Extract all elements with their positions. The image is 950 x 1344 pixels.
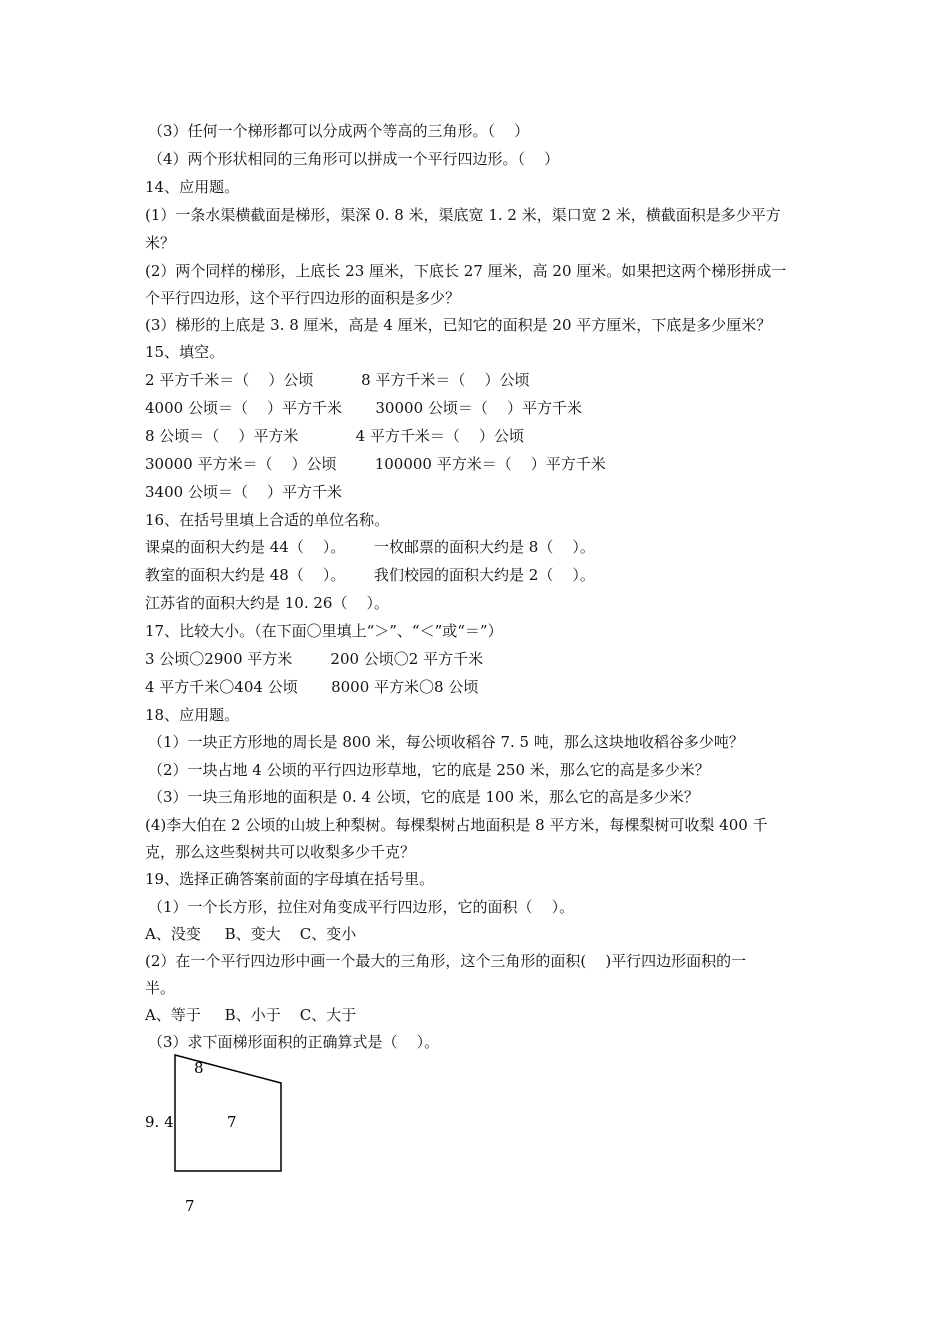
question-19-2: (2）在一个平行四边形中画一个最大的三角形，这个三角形的面积( )平行四边形面积的一 — [145, 952, 747, 970]
question-19-1: （1）一个长方形，拉住对角变成平行四边形，它的面积（ ）。 — [148, 898, 575, 916]
unit-row-1: 课桌的面积大约是 44（ ）。 一枚邮票的面积大约是 8（ ）。 — [145, 538, 595, 556]
inner-label: 7 — [227, 1113, 237, 1131]
unit-row-3: 江苏省的面积大约是 10. 26（ ）。 — [145, 594, 390, 612]
fill-row-5: 3400 公顷＝（ ）平方千米 — [145, 483, 343, 501]
question-14-2-cont: 个平行四边形，这个平行四边形的面积是多少？ — [145, 289, 461, 307]
question-19-2-cont: 半。 — [145, 979, 176, 997]
fill-row-2: 4000 公顷＝（ ）平方千米 30000 公顷＝（ ）平方千米 — [145, 399, 582, 417]
section-19-heading: 19、选择正确答案前面的字母填在括号里。 — [145, 870, 435, 888]
options-19-1: A、没变 B、变大 C、变小 — [145, 925, 357, 943]
fill-row-3: 8 公顷＝（ ）平方米 4 平方千米＝（ ）公顷 — [145, 427, 524, 445]
question-14-1: (1）一条水渠横截面是梯形，渠深 0. 8 米，渠底宽 1. 2 米，渠口宽 2 米，横截面积是多少平方 — [145, 206, 781, 224]
options-19-2: A、等于 B、小于 C、大于 — [145, 1006, 357, 1024]
question-14-3: (3）梯形的上底是 3. 8 厘米，高是 4 厘米，已知它的面积是 20 平方厘米，下底是多少厘米？ — [145, 316, 772, 334]
bottom-base-label: 7 — [185, 1197, 195, 1215]
question-14-1-cont: 米？ — [145, 234, 176, 252]
compare-row-1: 3 公顷〇2900 平方米 200 公顷〇2 平方千米 — [145, 650, 484, 668]
question-18-2: （2）一块占地 4 公顷的平行四边形草地，它的底是 250 米，那么它的高是多少米？ — [148, 761, 710, 779]
unit-row-2: 教室的面积大约是 48（ ）。 我们校园的面积大约是 2（ ）。 — [145, 566, 595, 584]
question-13-4: （4）两个形状相同的三角形可以拼成一个平行四边形。（ ） — [148, 150, 560, 168]
question-13-3: （3）任何一个梯形都可以分成两个等高的三角形。（ ） — [148, 122, 530, 140]
section-16-heading: 16、在括号里填上合适的单位名称。 — [145, 511, 390, 529]
question-14-2: (2）两个同样的梯形，上底长 23 厘米，下底长 27 厘米，高 20 厘米。如果把这两个梯形拼成一 — [145, 262, 787, 280]
top-base-label: 8 — [194, 1059, 204, 1077]
question-18-3: （3）一块三角形地的面积是 0. 4 公顷，它的底是 100 米，那么它的高是多少米？ — [148, 788, 699, 806]
compare-row-2: 4 平方千米〇404 公顷 8000 平方米〇8 公顷 — [145, 678, 479, 696]
trapezoid-shape — [140, 1048, 340, 1228]
section-14-heading: 14、应用题。 — [145, 178, 240, 196]
question-18-1: （1）一块正方形地的周长是 800 米，每公顷收稻谷 7. 5 吨，那么这块地收稻谷多少吨？ — [148, 733, 744, 751]
section-17-heading: 17、比较大小。（在下面〇里填上“＞”、“＜”或“＝”） — [145, 622, 503, 640]
section-18-heading: 18、应用题。 — [145, 706, 240, 724]
trapezoid-figure — [140, 1048, 340, 1228]
question-19-3: （3）求下面梯形面积的正确算式是（ ）。 — [148, 1033, 440, 1051]
section-15-heading: 15、填空。 — [145, 343, 225, 361]
height-label: 9. 4 — [145, 1113, 174, 1131]
fill-row-4: 30000 平方米＝（ ）公顷 100000 平方米＝（ ）平方千米 — [145, 455, 606, 473]
fill-row-1: 2 平方千米＝（ ）公顷 8 平方千米＝（ ）公顷 — [145, 371, 530, 389]
question-18-4: (4)李大伯在 2 公顷的山坡上种梨树。每棵梨树占地面积是 8 平方米，每棵梨树可收梨 400 千 — [145, 816, 768, 834]
question-18-4-cont: 克，那么这些梨树共可以收梨多少千克？ — [145, 843, 416, 861]
